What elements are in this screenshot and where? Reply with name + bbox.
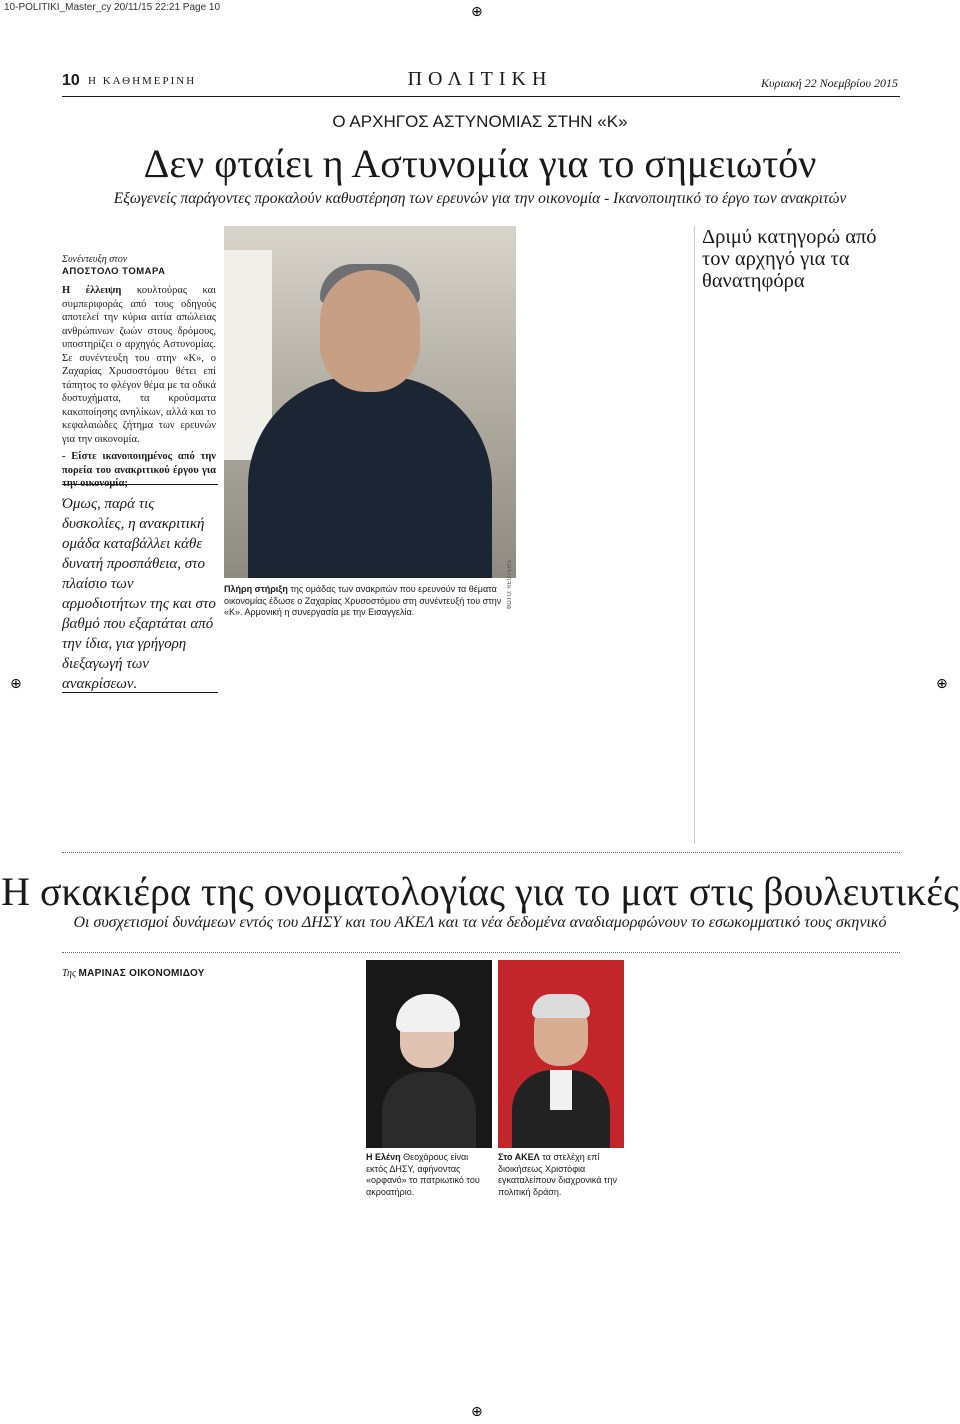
issue-date: Κυριακή 22 Νοεμβρίου 2015 — [761, 76, 898, 90]
article1-byline-prefix: Συνέντευξη στον — [62, 254, 128, 265]
police-chief-photo — [224, 226, 516, 578]
sidebar-headline: Δριμύ κατηγορώ από τον αρχηγό για τα θανατηφόρα — [702, 226, 877, 292]
photo2-hair — [396, 994, 460, 1032]
caption-text: της ομάδας των ανακριτών που ερευνούν τα θέματα οικονομίας έδωσε ο Ζαχαρίας Χρυσοστόμου στη συνέντευξή του στην «Κ». Αρμονική η συνεργασία με την Εισαγγελία. — [224, 584, 502, 617]
article1-headline: Δεν φταίει η Αστυνομία για το σημειωτόν — [143, 141, 817, 186]
caption-bold: Πλήρη στήριξη — [224, 584, 288, 594]
article1-pullquote: Όμως, παρά τις δυσκολίες, η ανακριτική ομάδα καταβάλλει κάθε δυνατή προσπάθεια, στο πλαίσιο των αρμοδιοτήτων της και στο βαθμό που εξαρτάται από την ίδια, για γρήγορη διεξαγωγή των ανακρίσεων. — [62, 496, 216, 692]
photo-credit: ΦΩΤΟ: REUTERS — [507, 560, 513, 610]
article1-question: - Είστε ικανοποιημένος από την πορεία του ανακριτικού έργου για — [62, 451, 216, 476]
photo3-shirt — [550, 1070, 572, 1110]
article1-kicker: Ο ΑΡΧΗΓΟΣ ΑΣΤΥΝΟΜΙΑΣ ΣΤΗΝ «Κ» — [332, 112, 628, 131]
photo-face — [320, 270, 420, 392]
article2-byline-prefix: Της — [62, 968, 77, 979]
article2-headline: Η σκακιέρα της ονοματολογίας για το ματ στις βουλευτικές — [1, 869, 959, 914]
photo2-body — [382, 1072, 476, 1148]
caption2-bold: Στο ΑΚΕΛ — [498, 1152, 540, 1162]
article-separator — [62, 852, 900, 853]
caption2-text: τα στελέχη επί διοικήσεως Χριστόφια εγκαταλείπουν διαχρονικά την πολιτική δράση. — [498, 1152, 617, 1197]
article2-author: ΜΑΡΙΝΑΣ ΟΙΚΟΝΟΜΙΔΟΥ — [78, 968, 205, 979]
caption1-text: Θεοχάρους είναι εκτός ΔΗΣΥ, αφήνοντας «ορφανό» το πατριωτικό του ακροατήριο. — [366, 1152, 480, 1197]
registration-mark-right: ⊕ — [936, 676, 948, 692]
registration-mark-top: ⊕ — [471, 4, 483, 20]
article2-caption-1 — [366, 1152, 492, 1198]
print-slug: 10-POLITIKI_Master_cy 20/11/15 22:21 Page 10 — [4, 2, 221, 13]
caption1-bold: Η Ελένη — [366, 1152, 401, 1162]
registration-mark-bottom: ⊕ — [471, 1404, 483, 1420]
article1-lead — [62, 284, 216, 491]
photo3-hair — [532, 994, 590, 1018]
photo-uniform — [248, 376, 492, 578]
theocharous-photo — [366, 960, 492, 1148]
header-rule — [62, 96, 900, 97]
section-title: ΠΟΛΙΤΙΚΗ — [407, 68, 553, 90]
article2-subhead: Οι συσχετισμοί δυνάμεων εντός του ΔΗΣΥ και του ΑΚΕΛ και τα νέα δεδομένα αναδιαμορφώνουν το εσωκομματικό τους σκηνικό — [73, 914, 887, 931]
newspaper-name: Η ΚΑΘΗΜΕΡΙΝΗ — [88, 75, 197, 87]
pullquote-rule-top — [62, 484, 218, 485]
article1-byline: ΑΠΟΣΤΟΛΟ ΤΟΜΑΡΑ — [62, 266, 166, 277]
akel-photo — [498, 960, 624, 1148]
pullquote-rule-bottom — [62, 692, 218, 693]
article1-lead-text: κουλτούρας και συμπεριφοράς από τους οδηγούς αποτελεί την κύρια αιτία απώλειας ανθρώπινων ζωών στους δρόμους, υποστηρίζει ο αρχηγός Αστυνομίας. Σε συνέντευξη του στην «Κ», ο Ζαχαρίας Χρυσοστόμου θέτει επί τάπητος το φλέγον θέμα με τα οδικά δυστυχήματα, τα κρούσματα κακοποίησης ανηλίκων, αλλά και το κεφαλαιώδες ζήτημα των ερευνών για την οικονομία. — [62, 285, 216, 445]
article2-byline — [62, 968, 205, 979]
article1-lead-bold: Η έλλειψη — [62, 285, 122, 296]
article1-photo-caption — [224, 584, 518, 619]
page-number: 10 — [62, 72, 80, 89]
article1-subhead: Εξωγενείς παράγοντες προκαλούν καθυστέρηση των ερευνών για την οικονομία - Ικανοποιητικό το έργο των ανακριτών — [113, 190, 847, 207]
column-divider — [694, 226, 695, 844]
article2-caption-2 — [498, 1152, 624, 1198]
registration-mark-left: ⊕ — [10, 676, 22, 692]
article2-rule — [62, 952, 900, 953]
